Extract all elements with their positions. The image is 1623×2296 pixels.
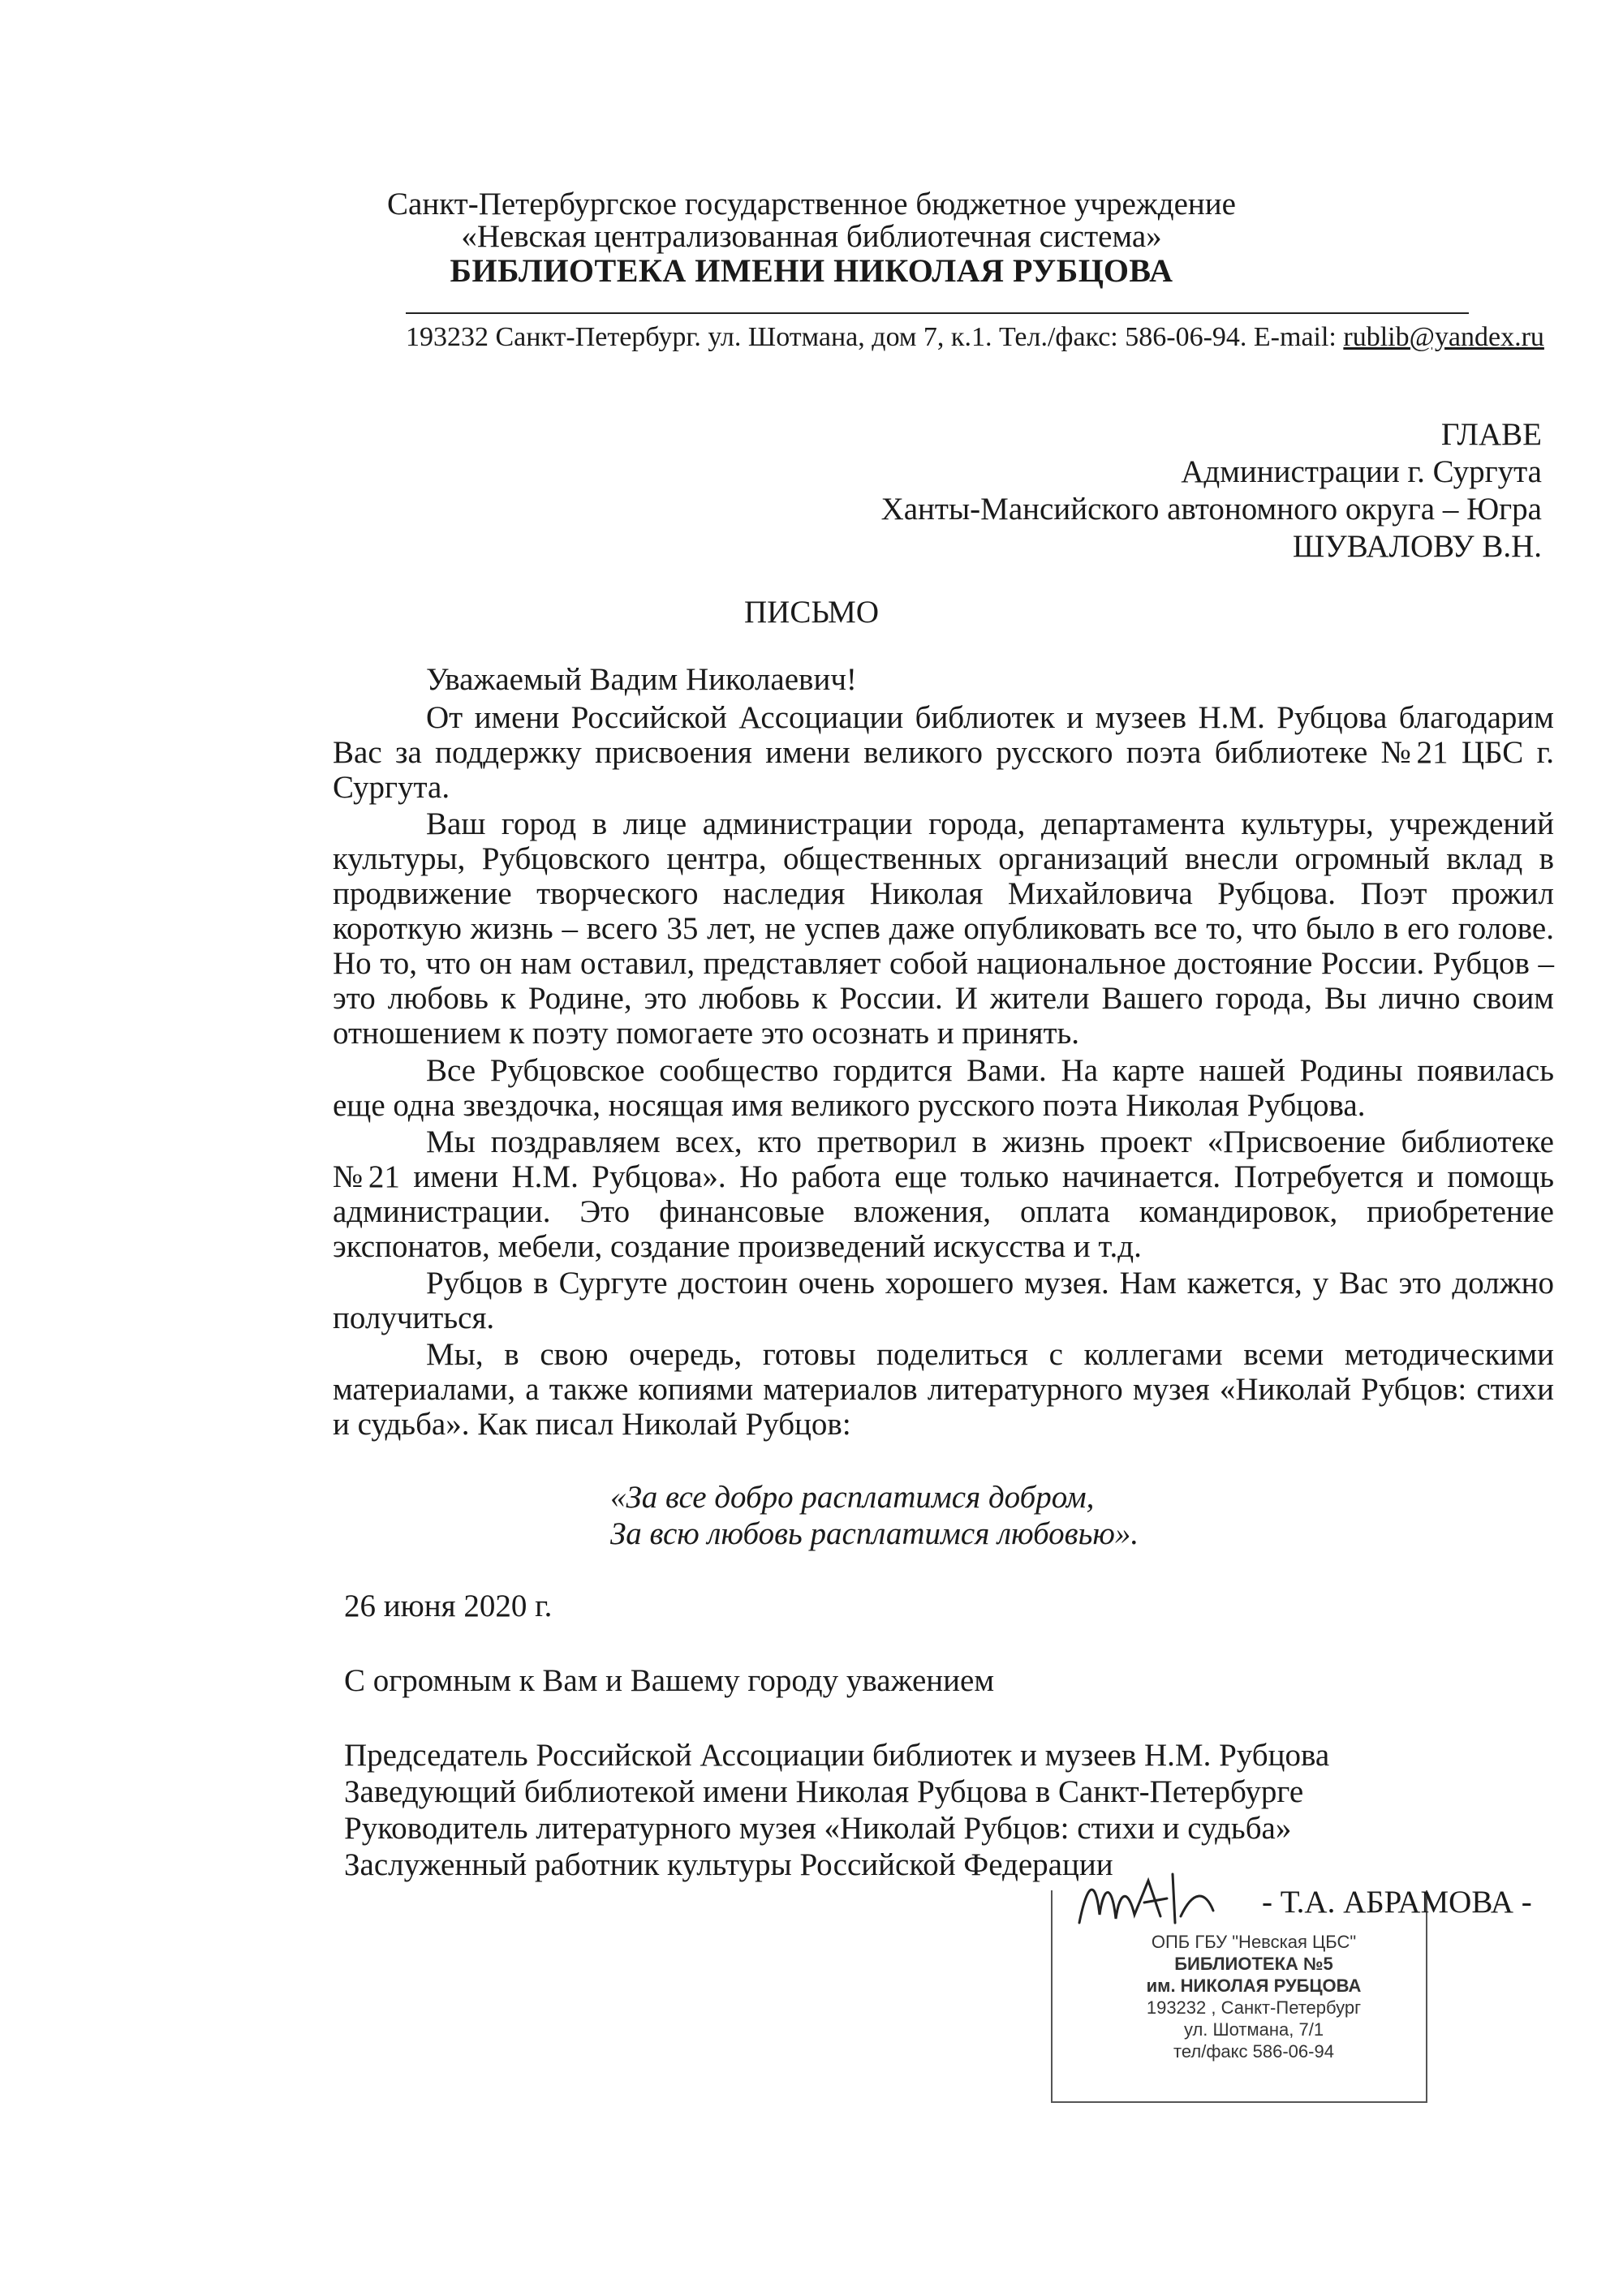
letterhead-address	[406, 322, 1544, 353]
paragraph-3: Все Рубцовское сообщество гордится Вами. На карте нашей Родины появилась еще одна звездочка, носящая имя великого русского поэта Николая Рубцова.	[333, 1053, 1554, 1123]
paragraph-6: Мы, в свою очередь, готовы поделиться с коллегами всеми методическими материалами, а также копиями материалов литературного музея «Николай Рубцов: стихи и судьба». Как писал Николай Рубцов:	[333, 1337, 1554, 1442]
handwritten-signature	[1071, 1866, 1282, 1939]
signatory-title-3: Руководитель литературного музея «Николай Рубцов: стихи и судьба»	[344, 1811, 1292, 1846]
greeting: Уважаемый Вадим Николаевич!	[426, 662, 857, 697]
stamp-line-5: ул. Шотмана, 7/1	[1183, 2019, 1324, 2040]
stamp-line-2: БИБЛИОТЕКА №5	[1174, 1954, 1333, 1974]
letterhead-library-name: БИБЛИОТЕКА ИМЕНИ НИКОЛАЯ РУБЦОВА	[450, 252, 1173, 289]
letterhead-org-line1: Санкт-Петербургское государственное бюджетное учреждение	[387, 187, 1236, 221]
signatory-title-1: Председатель Российской Ассоциации библиотек и музеев Н.М. Рубцова	[344, 1738, 1330, 1773]
paragraph-1: От имени Российской Ассоциации библиотек и музеев Н.М. Рубцова благодарим Вас за поддержку присвоения имени великого русского поэта библиотеке №21 ЦБС г. Сургута.	[333, 700, 1554, 805]
recipient-name: ШУВАЛОВУ В.Н.	[1292, 529, 1542, 564]
address-text: 193232 Санкт-Петербург. ул. Шотмана, дом 7, к.1. Тел./факс: 586-06-94. E-mail:	[406, 322, 1344, 352]
recipient-region: Ханты-Мансийского автономного округа – Югра	[880, 492, 1542, 527]
letterhead-divider	[406, 312, 1469, 314]
closing-phrase: С огромным к Вам и Вашему городу уважением	[344, 1663, 995, 1698]
recipient-administration: Администрации г. Сургута	[1181, 454, 1542, 489]
letter-heading: ПИСЬМО	[743, 595, 880, 630]
paragraph-4: Мы поздравляем всех, кто претворил в жизнь проект «Присвоение библиотеке №21 имени Н.М. Рубцова». Но работа еще только начинается. Потребуется и помощь администрации. Это финансовые вложения, оплата командировок, приобретение экспонатов, мебели, создание произведений искусства и т.д.	[333, 1124, 1554, 1264]
signatory-title-2: Заведующий библиотекой имени Николая Рубцова в Санкт-Петербурге	[344, 1774, 1304, 1809]
signatory-title-4: Заслуженный работник культуры Российской Федерации	[344, 1847, 1113, 1882]
letterhead-org-line2: «Невская централизованная библиотечная система»	[461, 219, 1162, 254]
recipient-title: ГЛАВЕ	[1440, 417, 1542, 452]
quote-line-2: За всю любовь расплатимся любовью».	[610, 1516, 1139, 1551]
paragraph-5: Рубцов в Сургуте достоин очень хорошего музея. Нам кажется, у Вас это должно получиться.	[333, 1266, 1554, 1335]
paragraph-2: Ваш город в лице администрации города, департамента культуры, учреждений культуры, Рубцовского центра, общественных организаций внесли огромный вклад в продвижение творческого наследия Николая Михайловича Рубцова. Поэт прожил короткую жизнь – всего 35 лет, не успев даже опубликовать все то, что было в его голове. Но то, что он нам оставил, представляет собой национальное достояние России. Рубцов – это любовь к Родине, это любовь к России. И жители Вашего города, Вы лично своим отношением к поэту помогаете это осознать и принять.	[333, 806, 1554, 1051]
stamp-line-4: 193232 , Санкт-Петербург	[1146, 1997, 1362, 2018]
quote-line-1: «За все добро расплатимся добром,	[610, 1480, 1095, 1515]
email-link[interactable]: rublib@yandex.ru	[1343, 322, 1544, 352]
stamp-line-3: им. НИКОЛАЯ РУБЦОВА	[1146, 1976, 1362, 1996]
stamp-line-6: тел/факс 586-06-94	[1173, 2041, 1334, 2062]
letter-date: 26 июня 2020 г.	[344, 1589, 553, 1623]
signatory-name: - Т.А. АБРАМОВА -	[1262, 1885, 1532, 1920]
stamp-line-1: ОПБ ГБУ "Невская ЦБС"	[1151, 1932, 1357, 1952]
